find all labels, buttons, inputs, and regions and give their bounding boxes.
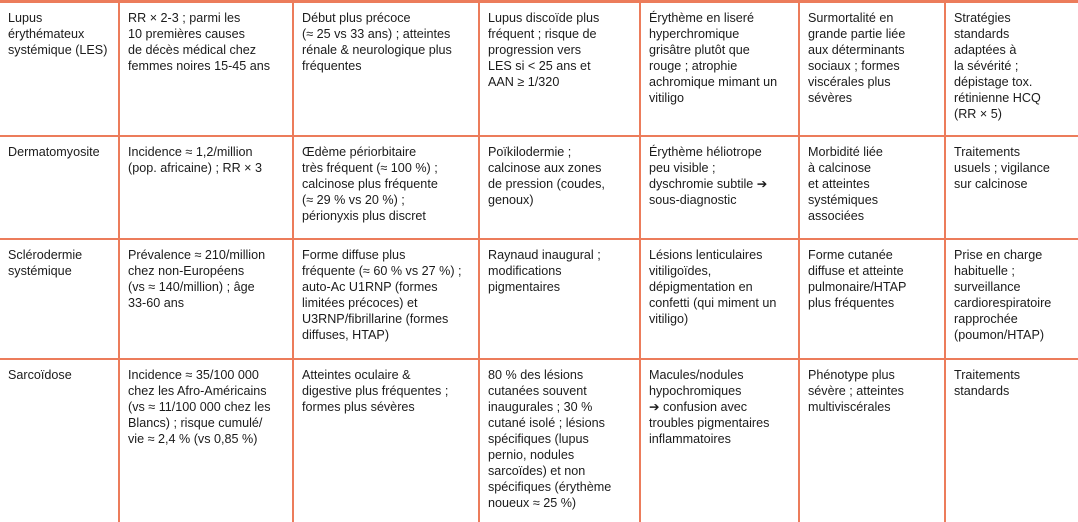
cutaneous-features-cell: Lupus discoïde plus fréquent ; risque de progression vers LES si < 25 ans et AAN ≥ 1/320 (479, 2, 640, 136)
clinical-features-cell: Début plus précoce (≈ 25 vs 33 ans) ; atteintes rénale & neurologique plus fréquentes (293, 2, 479, 136)
cutaneous-features-cell: Raynaud inaugural ; modifications pigmentaires (479, 239, 640, 359)
disease-name-cell: Sclérodermie systémique (0, 239, 119, 359)
management-cell: Prise en charge habituelle ; surveillance cardiorespiratoire rapprochée (poumon/HTAP) (945, 239, 1078, 359)
disease-name-cell: Sarcoïdose (0, 359, 119, 522)
clinical-features-cell: Œdème périorbitaire très fréquent (≈ 100 %) ; calcinose plus fréquente (≈ 29 % vs 20 %) ; périonyxis plus discret (293, 136, 479, 239)
table-row (0, 359, 1078, 522)
epidemiology-cell: Incidence ≈ 1,2/million (pop. africaine) ; RR × 3 (119, 136, 293, 239)
prognosis-cell: Morbidité liée à calcinose et atteintes systémiques associées (799, 136, 945, 239)
table-row (0, 239, 1078, 359)
clinical-features-cell: Atteintes oculaire & digestive plus fréquentes ; formes plus sévères (293, 359, 479, 522)
management-cell: Traitements standards (945, 359, 1078, 522)
pigmented-skin-presentation-cell: Macules/nodules hypochromiques ➔ confusion avec troubles pigmentaires inflammatoires (640, 359, 799, 522)
disease-name-cell: Lupus érythémateux systémique (LES) (0, 2, 119, 136)
pigmented-skin-presentation-cell: Lésions lenticulaires vitiligoïdes, dépigmentation en confetti (qui miment un vitiligo) (640, 239, 799, 359)
epidemiology-cell: Prévalence ≈ 210/million chez non-Européens (vs ≈ 140/million) ; âge 33-60 ans (119, 239, 293, 359)
cutaneous-features-cell: Poïkilodermie ; calcinose aux zones de pression (coudes, genoux) (479, 136, 640, 239)
management-cell: Stratégies standards adaptées à la sévérité ; dépistage tox. rétinienne HCQ (RR × 5) (945, 2, 1078, 136)
management-cell: Traitements usuels ; vigilance sur calcinose (945, 136, 1078, 239)
table-row (0, 136, 1078, 239)
epidemiology-cell: Incidence ≈ 35/100 000 chez les Afro-Américains (vs ≈ 11/100 000 chez les Blancs) ; risque cumulé/ vie ≈ 2,4 % (vs 0,85 %) (119, 359, 293, 522)
prognosis-cell: Phénotype plus sévère ; atteintes multiviscérales (799, 359, 945, 522)
table-row (0, 2, 1078, 136)
disease-name-cell: Dermatomyosite (0, 136, 119, 239)
prognosis-cell: Surmortalité en grande partie liée aux déterminants sociaux ; formes viscérales plus sévères (799, 2, 945, 136)
clinical-features-cell: Forme diffuse plus fréquente (≈ 60 % vs 27 %) ; auto-Ac U1RNP (formes limitées précoces) et U3RNP/fibrillarine (formes diffuses, HTAP) (293, 239, 479, 359)
pigmented-skin-presentation-cell: Érythème héliotrope peu visible ; dyschromie subtile ➔ sous-diagnostic (640, 136, 799, 239)
epidemiology-cell: RR × 2-3 ; parmi les 10 premières causes de décès médical chez femmes noires 15-45 ans (119, 2, 293, 136)
prognosis-cell: Forme cutanée diffuse et atteinte pulmonaire/HTAP plus fréquentes (799, 239, 945, 359)
pigmented-skin-presentation-cell: Érythème en liseré hyperchromique grisâtre plutôt que rouge ; atrophie achromique mimant un vitiligo (640, 2, 799, 136)
cutaneous-features-cell: 80 % des lésions cutanées souvent inaugurales ; 30 % cutané isolé ; lésions spécifiques (lupus pernio, nodules sarcoïdes) et non spécifiques (érythème noueux ≈ 25 %) (479, 359, 640, 522)
